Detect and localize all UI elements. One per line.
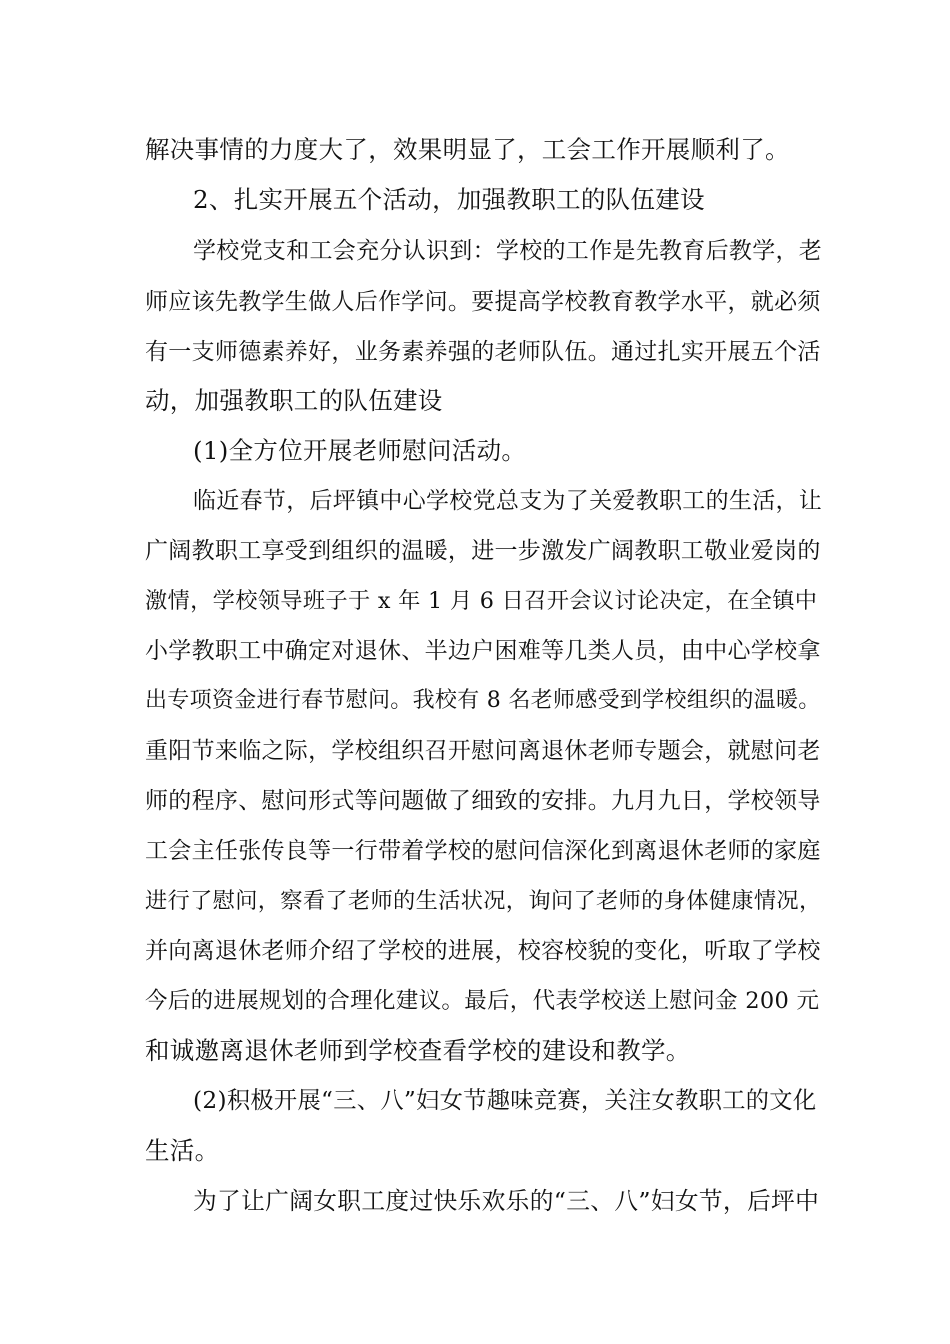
paragraph-line: 动，加强教职工的队伍建设 bbox=[145, 386, 443, 415]
paragraph-line: 小学教职工中确定对退休、半边户困难等几类人员，由中心学校拿 bbox=[145, 638, 821, 664]
paragraph-line: 学校党支和工会充分认识到：学校的工作是先教育后教学，老 bbox=[193, 238, 823, 264]
paragraph-line: 和诚邀离退休老师到学校查看学校的建设和教学。 bbox=[145, 1036, 691, 1065]
paragraph-line: 有一支师德素养好，业务素养强的老师队伍。通过扎实开展五个活 bbox=[145, 339, 821, 365]
paragraph-line: 工会主任张传良等一行带着学校的慰问信深化到离退休老师的家庭 bbox=[145, 838, 821, 864]
paragraph-line: 并向离退休老师介绍了学校的进展，校容校貌的变化，听取了学校 bbox=[145, 938, 821, 964]
paragraph-line: 出专项资金进行春节慰问。我校有 8 名老师感受到学校组织的温暖。 bbox=[145, 688, 821, 713]
paragraph-line: 临近春节，后坪镇中心学校党总支为了关爱教职工的生活，让 bbox=[193, 488, 823, 514]
paragraph-line: 师的程序、慰问形式等问题做了细致的安排。九月九日，学校领导 bbox=[145, 788, 821, 814]
paragraph-line: 广阔教职工享受到组织的温暖，进一步激发广阔教职工敬业爱岗的 bbox=[145, 538, 821, 564]
paragraph-line: 师应该先教学生做人后作学问。要提高学校教育教学水平，就必须 bbox=[145, 289, 821, 315]
paragraph-line: 重阳节来临之际，学校组织召开慰问离退休老师专题会，就慰问老 bbox=[145, 738, 821, 764]
paragraph-line: 激情，学校领导班子于 x 年 1 月 6 日召开会议讨论决定，在全镇中 bbox=[145, 588, 818, 614]
subsection-heading: (2)积极开展“三、八”妇女节趣味竞赛，关注女教职工的文化 bbox=[193, 1087, 817, 1114]
paragraph-line: 今后的进展规划的合理化建议。最后，代表学校送上慰问金 200 元 bbox=[145, 988, 820, 1014]
paragraph-line: 进行了慰问，察看了老师的生活状况，询问了老师的身体健康情况， bbox=[145, 888, 822, 914]
text-line: 解决事情的力度大了，效果明显了，工会工作开展顺利了。 bbox=[145, 135, 790, 164]
section-heading: 2、扎实开展五个活动，加强教职工的队伍建设 bbox=[193, 185, 705, 214]
paragraph-line: 为了让广阔女职工度过快乐欢乐的“三、八”妇女节，后坪中 bbox=[193, 1187, 820, 1215]
subsection-heading-continuation: 生活。 bbox=[145, 1136, 220, 1165]
subsection-heading: (1)全方位开展老师慰问活动。 bbox=[193, 436, 527, 465]
